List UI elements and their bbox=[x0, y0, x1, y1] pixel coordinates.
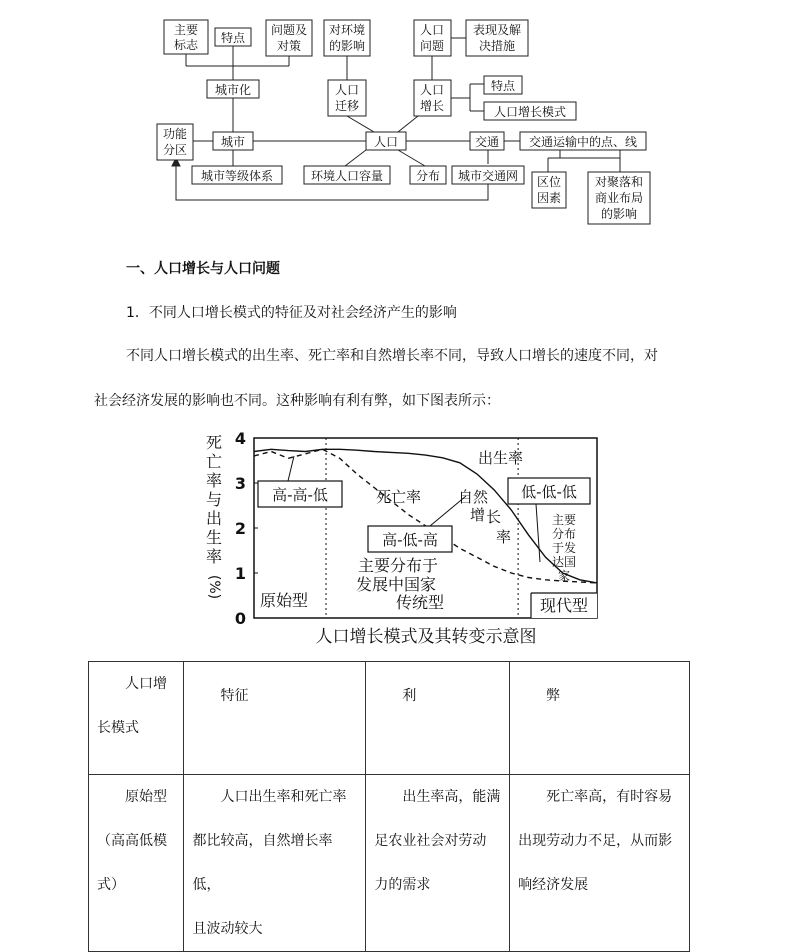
box-env-impact bbox=[324, 20, 370, 56]
y-label-char: 率 bbox=[205, 471, 223, 490]
cell-feature: 人口出生率和死亡率 都比较高，自然增长率低， 且波动较大 bbox=[184, 775, 366, 952]
y-tick-label: 1 bbox=[234, 564, 246, 583]
svg-text:环境人口容量: 环境人口容量 bbox=[310, 169, 384, 183]
label-high-high-low bbox=[258, 456, 342, 507]
svg-text:城市: 城市 bbox=[220, 135, 246, 149]
box-pop-problems bbox=[414, 20, 451, 56]
svg-text:分布: 分布 bbox=[551, 527, 577, 541]
svg-text:对环境: 对环境 bbox=[328, 23, 366, 37]
svg-text:高-高-低: 高-高-低 bbox=[272, 486, 328, 504]
svg-text:标志: 标志 bbox=[173, 38, 199, 52]
y-axis-label bbox=[206, 433, 222, 599]
label-primitive: 原始型 bbox=[260, 591, 309, 610]
chart-title: 人口增长模式及其转变示意图 bbox=[315, 627, 537, 647]
header-model: 人口增 长模式 bbox=[89, 662, 184, 775]
box-functional-zone bbox=[157, 124, 193, 160]
label-traditional: 传统型 bbox=[396, 593, 445, 612]
box-population bbox=[366, 132, 406, 150]
box-transport-points-lines bbox=[520, 132, 646, 150]
cell-pro: 出生率高，能满 足农业社会对劳动 力的需求 bbox=[366, 775, 510, 952]
box-location-factors bbox=[532, 172, 566, 208]
label-birth-rate: 出生率 bbox=[478, 449, 524, 467]
box-growth-model bbox=[484, 102, 576, 120]
svg-text:家: 家 bbox=[557, 569, 571, 583]
box-urbanization bbox=[207, 80, 259, 98]
svg-text:分区: 分区 bbox=[162, 143, 188, 157]
y-tick-label: 0 bbox=[234, 609, 246, 628]
header-con: 弊 bbox=[510, 662, 690, 775]
y-tick-label: 2 bbox=[234, 519, 246, 538]
label-death-rate: 死亡率 bbox=[376, 488, 422, 506]
svg-text:的影响: 的影响 bbox=[328, 39, 366, 53]
svg-text:高-低-高: 高-低-高 bbox=[382, 531, 438, 549]
box-manifestation-measures bbox=[466, 20, 528, 56]
cell-con: 死亡率高，有时容易 出现劳动力不足，从而影 响经济发展 bbox=[510, 775, 690, 952]
svg-text:对聚落和: 对聚落和 bbox=[594, 175, 644, 189]
svg-text:分布: 分布 bbox=[415, 169, 441, 183]
svg-text:交通: 交通 bbox=[474, 135, 500, 149]
y-label-char: 亡 bbox=[205, 452, 223, 471]
svg-text:长: 长 bbox=[486, 508, 502, 526]
subsection-title: 1．不同人口增长模式的特征及对社会经济产生的影响 bbox=[126, 305, 457, 321]
box-settlement-commerce-impact bbox=[588, 172, 650, 224]
y-label-char: 与 bbox=[205, 490, 223, 509]
svg-text:特点: 特点 bbox=[220, 31, 246, 45]
svg-text:功能: 功能 bbox=[162, 127, 188, 141]
y-label-char: 出 bbox=[205, 509, 223, 528]
svg-text:主要: 主要 bbox=[551, 513, 577, 527]
box-pop-growth bbox=[414, 80, 451, 116]
box-city-transport-network bbox=[452, 166, 524, 184]
svg-text:问题及: 问题及 bbox=[270, 23, 308, 37]
concept-map bbox=[0, 0, 794, 230]
svg-text:人口增长模式: 人口增长模式 bbox=[493, 105, 567, 119]
svg-text:低-低-低: 低-低-低 bbox=[521, 483, 577, 501]
svg-text:城市化: 城市化 bbox=[214, 83, 252, 97]
header-pro: 利 bbox=[366, 662, 510, 775]
box-feature-right bbox=[484, 76, 522, 94]
label-developing bbox=[356, 556, 438, 594]
section-heading: 一、人口增长与人口问题 bbox=[126, 261, 280, 277]
svg-text:主要: 主要 bbox=[173, 23, 199, 37]
y-label-char: 死 bbox=[205, 433, 223, 452]
box-main-sign bbox=[164, 20, 208, 54]
y-label-char: 率 bbox=[205, 547, 223, 566]
box-feature-top bbox=[215, 28, 251, 46]
y-tick-label: 4 bbox=[234, 430, 246, 448]
paragraph-line-2: 社会经济发展的影响也不同。这种影响有利有弊，如下图表所示： bbox=[94, 393, 500, 409]
svg-text:增长: 增长 bbox=[419, 99, 445, 113]
box-env-capacity bbox=[304, 166, 390, 184]
svg-text:人口: 人口 bbox=[419, 23, 445, 37]
svg-text:表现及解: 表现及解 bbox=[472, 23, 522, 37]
box-transport bbox=[470, 132, 504, 150]
population-growth-chart bbox=[200, 430, 610, 650]
svg-text:对策: 对策 bbox=[276, 39, 302, 53]
paragraph-line-1: 不同人口增长模式的出生率、死亡率和自然增长率不同，导致人口增长的速度不同，对 bbox=[126, 348, 658, 364]
svg-text:城市交通网: 城市交通网 bbox=[457, 169, 519, 183]
y-label-unit: (%) bbox=[206, 574, 222, 600]
growth-model-table bbox=[88, 661, 690, 952]
label-natural-growth bbox=[458, 488, 511, 546]
svg-text:决措施: 决措施 bbox=[478, 39, 516, 53]
svg-text:于发: 于发 bbox=[551, 541, 577, 555]
box-city-hierarchy bbox=[192, 166, 282, 184]
svg-text:主要分布于: 主要分布于 bbox=[358, 556, 439, 575]
label-modern bbox=[531, 593, 597, 618]
box-city bbox=[213, 132, 253, 150]
header-feature: 特征 bbox=[184, 662, 366, 775]
svg-text:达国: 达国 bbox=[551, 555, 577, 569]
svg-text:问题: 问题 bbox=[419, 39, 445, 53]
svg-text:商业布局: 商业布局 bbox=[594, 191, 644, 205]
y-label-char: 生 bbox=[205, 528, 223, 547]
svg-text:城市等级体系: 城市等级体系 bbox=[200, 169, 274, 183]
cell-model: 原始型 （高高低模 式） bbox=[89, 775, 184, 952]
y-tick-label: 3 bbox=[234, 474, 246, 493]
svg-text:迁移: 迁移 bbox=[334, 99, 360, 113]
table-header-row bbox=[89, 662, 690, 775]
svg-text:发展中国家: 发展中国家 bbox=[356, 575, 437, 594]
svg-text:人口: 人口 bbox=[334, 83, 360, 97]
box-problems-countermeasures bbox=[266, 20, 312, 56]
svg-text:现代型: 现代型 bbox=[539, 596, 589, 615]
svg-text:因素: 因素 bbox=[536, 191, 562, 205]
svg-text:的影响: 的影响 bbox=[600, 207, 638, 221]
label-low-low-low bbox=[508, 478, 590, 562]
svg-text:人口: 人口 bbox=[373, 135, 399, 149]
table-row bbox=[89, 775, 690, 952]
box-distribution bbox=[410, 166, 446, 184]
svg-text:特点: 特点 bbox=[490, 79, 516, 93]
label-developed bbox=[552, 513, 576, 583]
svg-text:人口: 人口 bbox=[419, 83, 445, 97]
svg-text:自然: 自然 bbox=[458, 488, 489, 506]
svg-text:区位: 区位 bbox=[536, 175, 562, 189]
svg-text:率: 率 bbox=[496, 528, 512, 546]
svg-text:增: 增 bbox=[470, 506, 486, 524]
svg-text:交通运输中的点、线: 交通运输中的点、线 bbox=[528, 135, 638, 149]
box-migration bbox=[328, 80, 366, 116]
